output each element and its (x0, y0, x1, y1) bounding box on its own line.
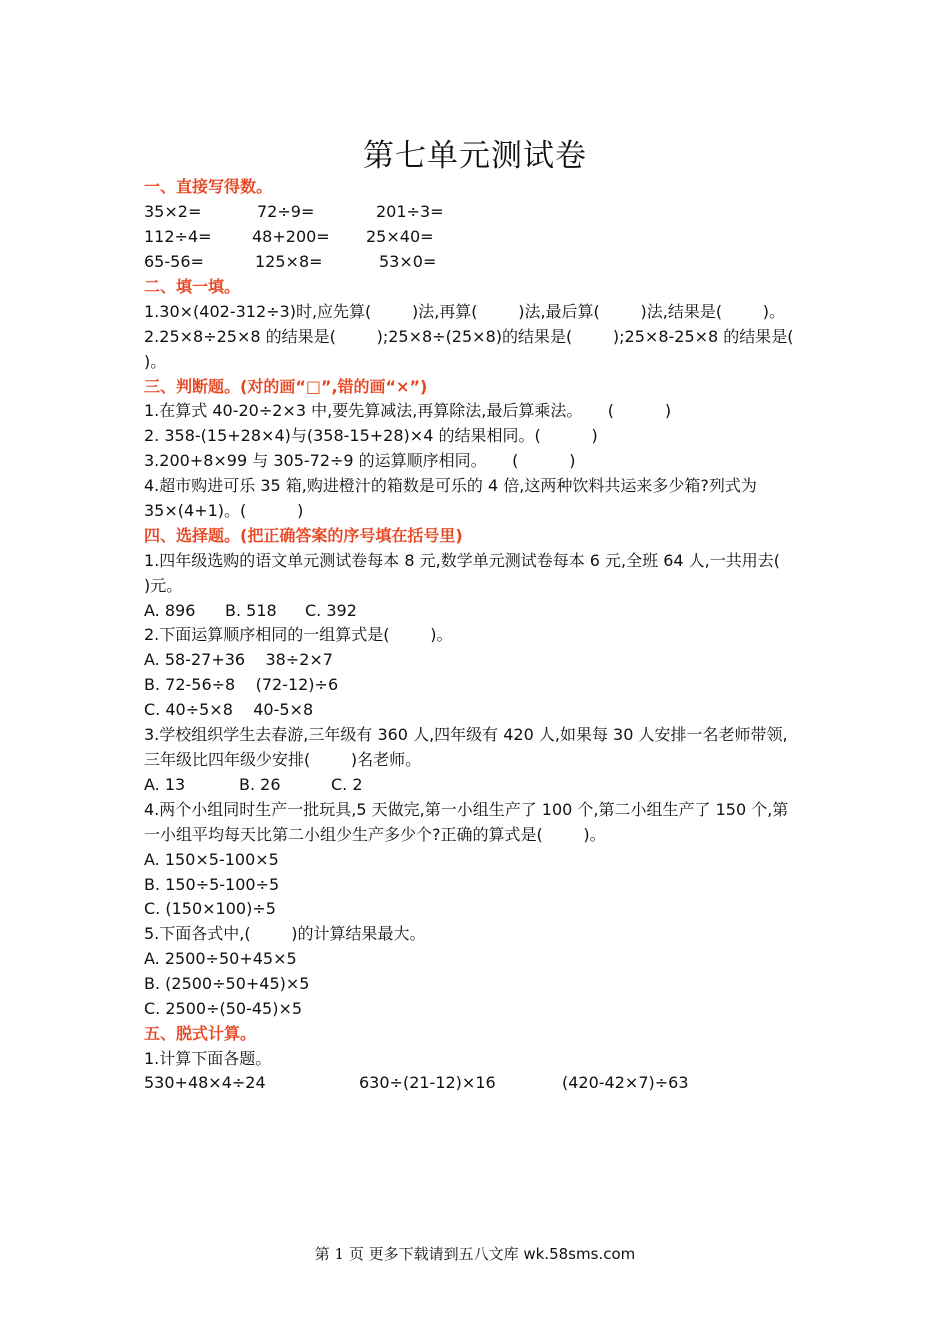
choice-question-4-cont: 一小组平均每天比第二小组少生产多少个?正确的算式是( )。 (144, 825, 606, 844)
fill-question-1: 1.30×(402-312÷3)时,应先算( )法,再算( )法,最后算( )法,结果是( )。 (144, 302, 785, 321)
calc-expressions (144, 1073, 689, 1173)
problem: 35×2= (144, 202, 202, 221)
choice-question-2: 2.下面运算顺序相同的一组算式是( )。 (144, 625, 453, 644)
problem: 125×8= (255, 252, 323, 271)
expression: 630÷(21-12)×16 (359, 1073, 496, 1092)
option-c: C. 2 (331, 775, 363, 794)
page-footer (0, 1243, 950, 1264)
expression: (420-42×7)÷63 (562, 1073, 689, 1092)
expression: 530+48×4÷24 (144, 1073, 266, 1092)
option-b: B. 150÷5-100÷5 (144, 875, 280, 894)
choice-question-4: 4.两个小组同时生产一批玩具,5 天做完,第一小组生产了 100 个,第二小组生产了 150 个,第 (144, 800, 789, 819)
problem: 72÷9= (257, 202, 315, 221)
option-b: B. 72-56÷8 (72-12)÷6 (144, 675, 339, 694)
option-a: A. 13 (144, 775, 186, 794)
section-2-heading: 二、填一填。 (144, 277, 241, 296)
problem: 112÷4= (144, 227, 212, 246)
choice-question-3-cont: 三年级比四年级少安排( )名老师。 (144, 750, 422, 769)
judge-question-1: 1.在算式 40-20÷2×3 中,要先算减法,再算除法,最后算乘法。 ( ) (144, 401, 672, 420)
problem: 65-56= (144, 252, 204, 271)
problem: 53×0= (379, 252, 437, 271)
footer-link[interactable]: wk.58sms.com (523, 1245, 636, 1263)
option-c: C. (150×100)÷5 (144, 899, 276, 918)
footer-text: 第 1 页 更多下载请到五八文库 (314, 1245, 524, 1263)
section-3-heading: 三、判断题。(对的画“□”,错的画“×”) (144, 377, 428, 396)
fill-question-2-cont: )。 (144, 352, 167, 371)
calc-instruction: 1.计算下面各题。 (144, 1049, 272, 1068)
option-a: A. 150×5-100×5 (144, 850, 279, 869)
judge-question-3: 3.200+8×99 与 305-72÷9 的运算顺序相同。 ( ) (144, 451, 576, 470)
option-c: C. 392 (305, 601, 357, 620)
choice-question-3: 3.学校组织学生去春游,三年级有 360 人,四年级有 420 人,如果每 30 人安排一名老师带领, (144, 725, 788, 744)
option-b: B. 26 (239, 775, 281, 794)
judge-question-2: 2. 358-(15+28×4)与(358-15+28)×4 的结果相同。( ) (144, 426, 598, 445)
option-a: A. 896 (144, 601, 196, 620)
option-b: B. (2500÷50+45)×5 (144, 974, 310, 993)
page-title: 第七单元测试卷 (363, 138, 587, 174)
option-b: B. 518 (225, 601, 277, 620)
section-1-heading: 一、直接写得数。 (144, 177, 273, 196)
judge-question-4-cont: 35×(4+1)。( ) (144, 501, 304, 520)
problem: 48+200= (252, 227, 330, 246)
option-c: C. 40÷5×8 40-5×8 (144, 700, 314, 719)
option-a: A. 2500÷50+45×5 (144, 949, 297, 968)
problem: 201÷3= (376, 202, 444, 221)
option-a: A. 58-27+36 38÷2×7 (144, 650, 333, 669)
section-4-heading: 四、选择题。(把正确答案的序号填在括号里) (144, 526, 463, 545)
section-5-heading: 五、脱式计算。 (144, 1024, 257, 1043)
judge-question-4: 4.超市购进可乐 35 箱,购进橙汁的箱数是可乐的 4 倍,这两种饮料共运来多少箱?列式为 (144, 476, 757, 495)
fill-question-2: 2.25×8÷25×8 的结果是( );25×8÷(25×8)的结果是( );25×8-25×8 的结果是( (144, 327, 794, 346)
choice-question-1: 1.四年级选购的语文单元测试卷每本 8 元,数学单元测试卷每本 6 元,全班 64 人,一共用去( (144, 551, 781, 570)
problem: 25×40= (366, 227, 434, 246)
choice-question-5: 5.下面各式中,( )的计算结果最大。 (144, 924, 426, 943)
choice-question-1-cont: )元。 (144, 576, 183, 595)
option-c: C. 2500÷(50-45)×5 (144, 999, 303, 1018)
